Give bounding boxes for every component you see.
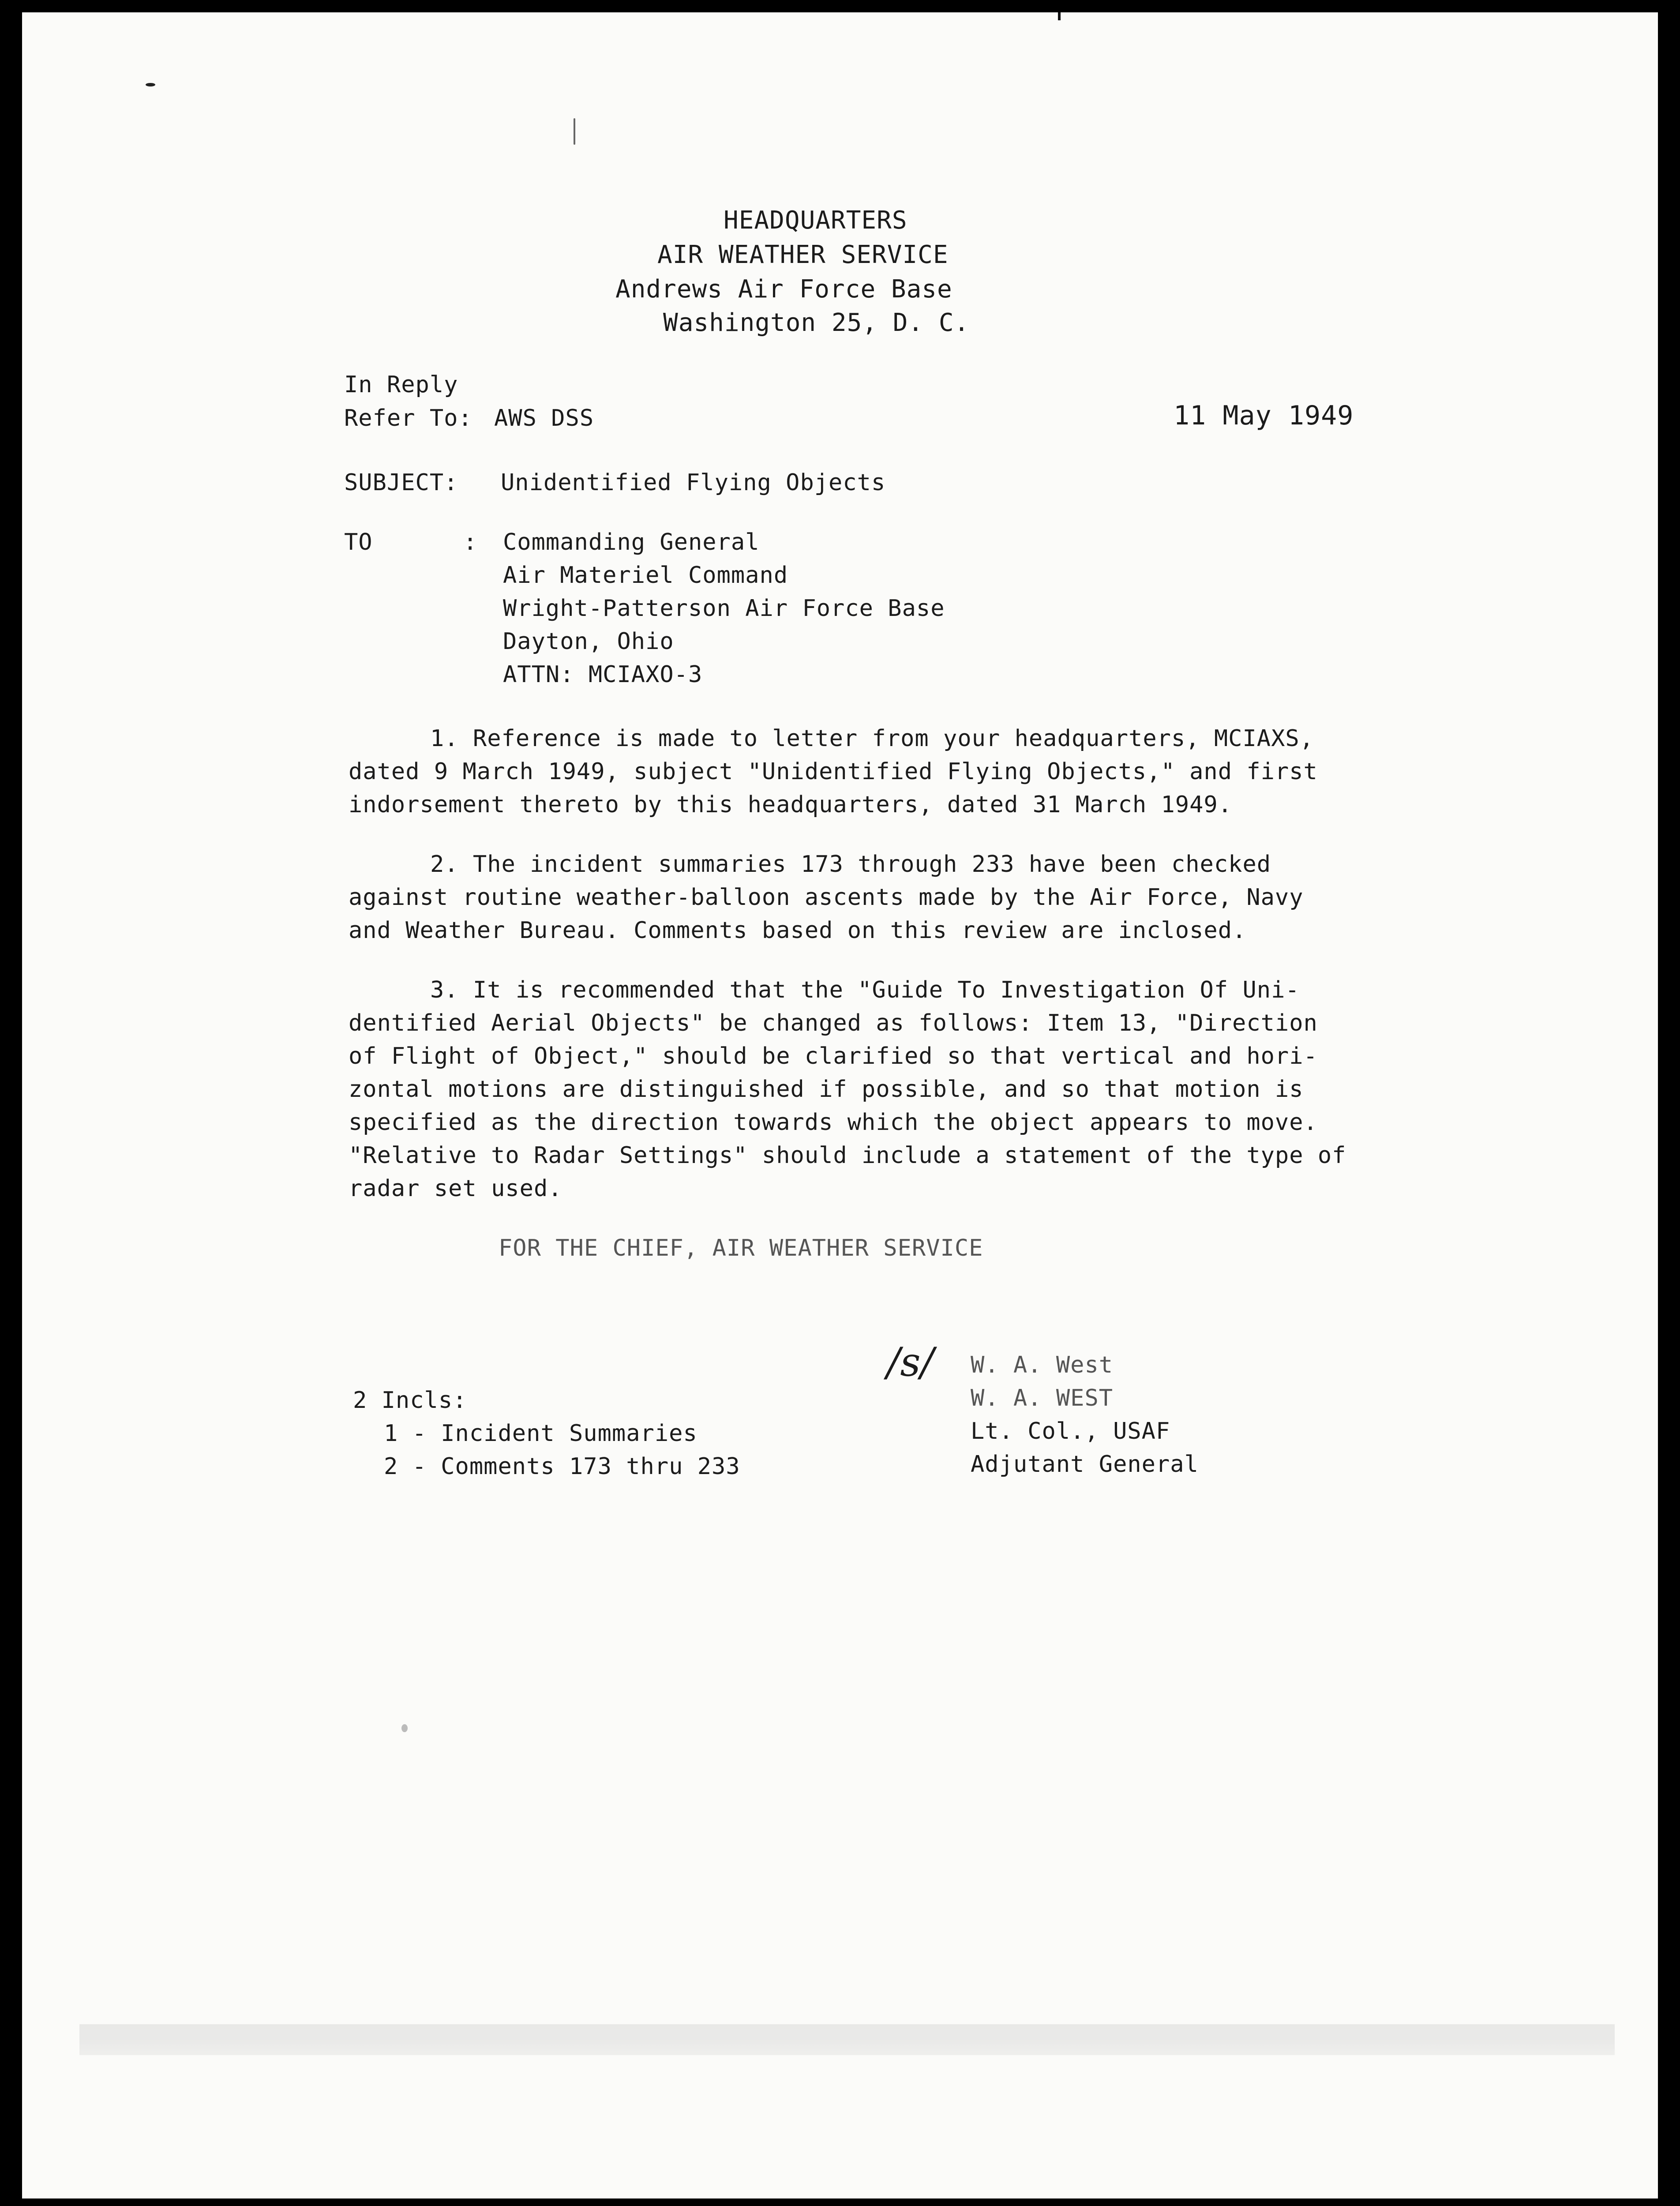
to-label: TO — [344, 529, 373, 555]
paragraph-line: of Flight of Object," should be clarified so that vertical and hori- — [349, 1043, 1318, 1069]
scan-mark-top — [1058, 12, 1061, 20]
document-page — [22, 12, 1658, 2198]
reply-line: In Reply — [344, 371, 458, 398]
letterhead-line-2: AIR WEATHER SERVICE — [657, 240, 949, 269]
signature-line-3: Lt. Col., USAF — [971, 1418, 1170, 1444]
letterhead-line-4: Washington 25, D. C. — [663, 308, 970, 337]
paragraph-line: dentified Aerial Objects" be changed as follows: Item 13, "Direction — [349, 1010, 1318, 1036]
paragraph-line: indorsement thereto by this headquarters, dated 31 March 1949. — [349, 792, 1233, 818]
paragraph-line: "Relative to Radar Settings" should include a statement of the type of — [349, 1142, 1346, 1169]
subject-value: Unidentified Flying Objects — [501, 469, 886, 496]
addressee-line-2: Air Materiel Command — [503, 562, 788, 589]
paragraph-line: 2. The incident summaries 173 through 233 have been checked — [430, 851, 1271, 878]
letterhead-line-1: HEADQUARTERS — [724, 206, 908, 235]
scan-shadow-band — [79, 2024, 1615, 2055]
addressee-line-4: Dayton, Ohio — [503, 628, 674, 655]
paragraph-line: and Weather Bureau. Comments based on this review are inclosed. — [349, 917, 1247, 944]
to-separator: : — [463, 529, 478, 555]
scan-speck — [574, 118, 575, 145]
paragraph-line: 3. It is recommended that the "Guide To Investigation Of Uni- — [430, 977, 1300, 1003]
letterhead-line-3: Andrews Air Force Base — [615, 275, 952, 304]
addressee-line-5: ATTN: MCIAXO-3 — [503, 661, 703, 688]
scan-speck — [146, 83, 155, 86]
signature-line-4: Adjutant General — [971, 1451, 1199, 1478]
closing-line: FOR THE CHIEF, AIR WEATHER SERVICE — [499, 1235, 983, 1261]
refer-label: Refer To: — [344, 405, 472, 431]
addressee-line-1: Commanding General — [503, 529, 760, 555]
paragraph-line: dated 9 March 1949, subject "Unidentified Flying Objects," and first — [349, 758, 1318, 785]
paragraph-line: radar set used. — [349, 1175, 562, 1202]
paragraph-line: 1. Reference is made to letter from your headquarters, MCIAXS, — [430, 725, 1314, 752]
signature-mark: /s/ — [887, 1339, 934, 1385]
subject-label: SUBJECT: — [344, 469, 458, 496]
paragraph-line: specified as the direction towards which the object appears to move. — [349, 1109, 1318, 1136]
inclosure-item: 1 - Incident Summaries — [384, 1420, 698, 1447]
refer-value: AWS DSS — [494, 405, 594, 431]
signature-line-2: W. A. WEST — [971, 1385, 1114, 1411]
letter-date: 11 May 1949 — [1174, 400, 1354, 431]
scan-speck — [401, 1724, 408, 1732]
paragraph-line: against routine weather-balloon ascents made by the Air Force, Navy — [349, 884, 1304, 911]
addressee-line-3: Wright-Patterson Air Force Base — [503, 595, 945, 622]
inclosure-item: 2 - Comments 173 thru 233 — [384, 1453, 740, 1480]
paragraph-line: zontal motions are distinguished if possible, and so that motion is — [349, 1076, 1304, 1103]
inclosures-label: 2 Incls: — [353, 1387, 467, 1414]
signature-line-1: W. A. West — [971, 1352, 1114, 1378]
